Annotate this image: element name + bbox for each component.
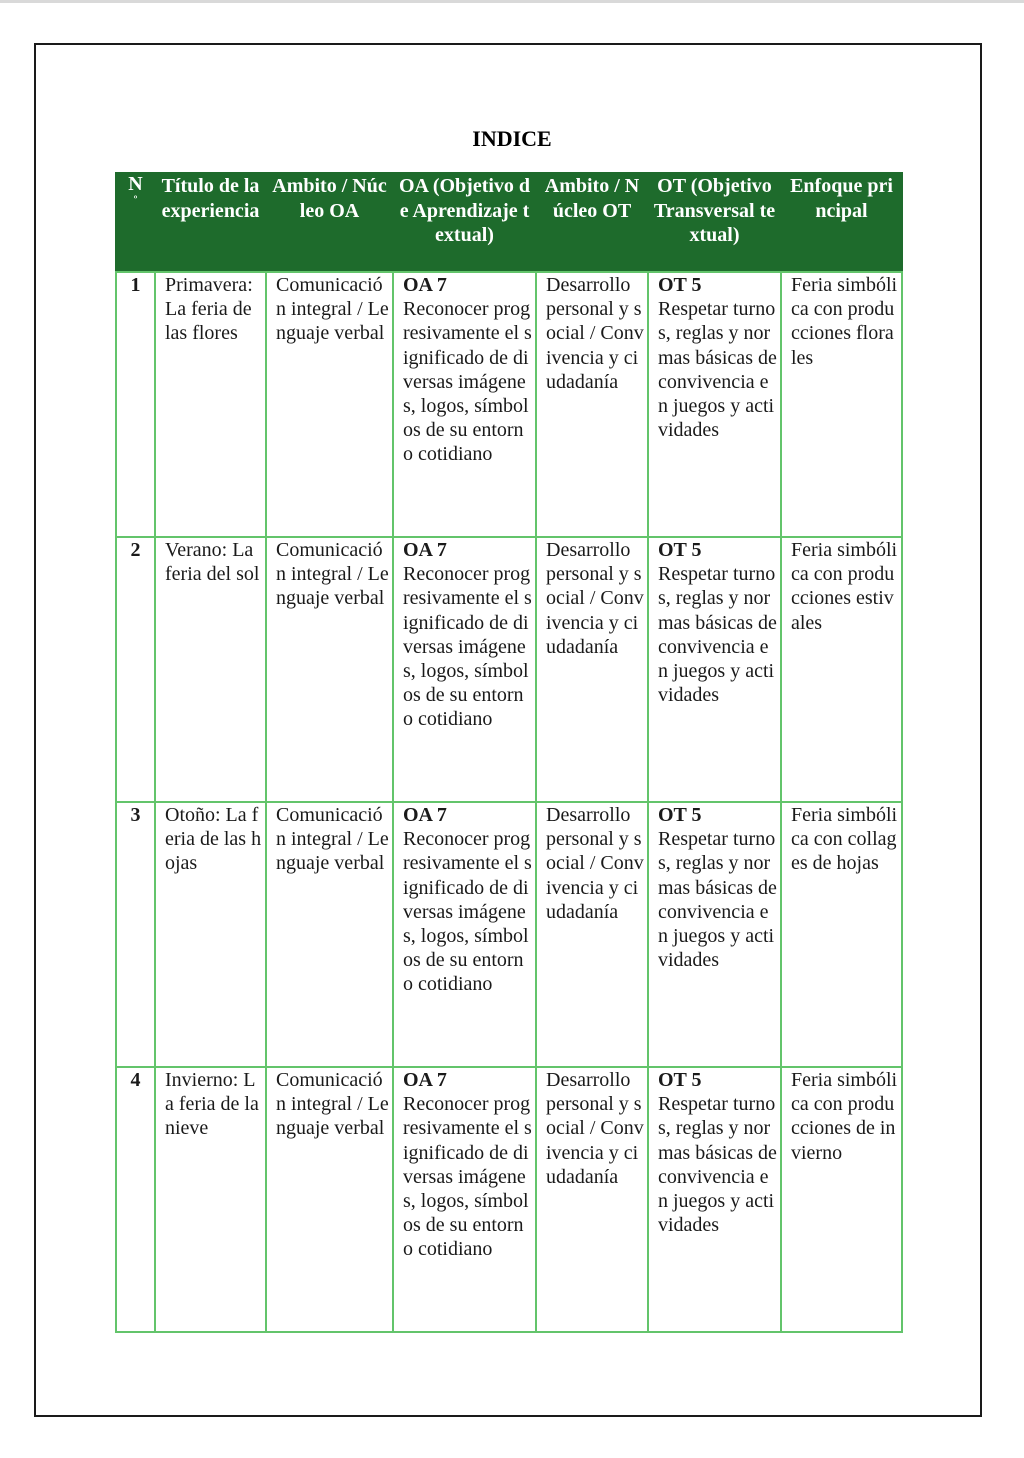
- cell-oa: [393, 537, 536, 802]
- cell-enfoque: Feria simbólica con producciones florales: [781, 272, 902, 537]
- oa-code: OA 7: [403, 1069, 447, 1091]
- table-row: [116, 1067, 902, 1332]
- cell-oa: [393, 802, 536, 1067]
- cell-titulo: Invierno: La feria de la nieve: [155, 1067, 266, 1332]
- cell-titulo: Primavera: La feria de las flores: [155, 272, 266, 537]
- cell-ambito-oa: Comunicación integral / Lenguaje verbal: [266, 537, 393, 802]
- oa-text: Reconocer progresivamente el significado de diversas imágenes, logos, símbolos de su entorno cotidiano: [403, 1093, 532, 1261]
- cell-ambito-ot: Desarrollo personal y social / Convivencia y ciudadanía: [536, 537, 648, 802]
- ot-text: Respetar turnos, reglas y normas básicas de convivencia en juegos y actividades: [658, 828, 777, 972]
- ot-code: OT 5: [658, 804, 702, 826]
- cell-oa: [393, 272, 536, 537]
- cell-no: 3: [116, 802, 155, 1067]
- cell-no: 2: [116, 537, 155, 802]
- ot-code: OT 5: [658, 1069, 702, 1091]
- viewer-top-border: [0, 0, 1024, 3]
- header-ambito-ot: Ambito / Núcleo OT: [536, 173, 648, 272]
- oa-code: OA 7: [403, 274, 447, 296]
- table-row: [116, 272, 902, 537]
- cell-ot: [648, 1067, 781, 1332]
- cell-ambito-oa: Comunicación integral / Lenguaje verbal: [266, 272, 393, 537]
- ot-code: OT 5: [658, 539, 702, 561]
- cell-enfoque: Feria simbólica con producciones de invierno: [781, 1067, 902, 1332]
- cell-no: 4: [116, 1067, 155, 1332]
- ot-text: Respetar turnos, reglas y normas básicas de convivencia en juegos y actividades: [658, 563, 777, 707]
- cell-ambito-oa: Comunicación integral / Lenguaje verbal: [266, 802, 393, 1067]
- oa-text: Reconocer progresivamente el significado de diversas imágenes, logos, símbolos de su entorno cotidiano: [403, 828, 532, 996]
- header-oa: OA (Objetivo de Aprendizaje textual): [393, 173, 536, 272]
- cell-ot: [648, 537, 781, 802]
- cell-ambito-oa: Comunicación integral / Lenguaje verbal: [266, 1067, 393, 1332]
- oa-text: Reconocer progresivamente el significado de diversas imágenes, logos, símbolos de su entorno cotidiano: [403, 563, 532, 731]
- table-header-row: [116, 173, 902, 272]
- cell-titulo: Verano: La feria del sol: [155, 537, 266, 802]
- header-enfoque: Enfoque principal: [781, 173, 902, 272]
- table-row: [116, 802, 902, 1067]
- cell-no: 1: [116, 272, 155, 537]
- cell-titulo: Otoño: La feria de las hojas: [155, 802, 266, 1067]
- cell-oa: [393, 1067, 536, 1332]
- header-titulo: Título de la experiencia: [155, 173, 266, 272]
- header-no-label: N: [128, 173, 143, 195]
- cell-ot: [648, 802, 781, 1067]
- table-row: [116, 537, 902, 802]
- cell-ot: [648, 272, 781, 537]
- ot-text: Respetar turnos, reglas y normas básicas de convivencia en juegos y actividades: [658, 298, 777, 442]
- header-ot: OT (Objetivo Transversal textual): [648, 173, 781, 272]
- index-table: [115, 172, 903, 1333]
- oa-code: OA 7: [403, 539, 447, 561]
- cell-enfoque: Feria simbólica con producciones estivales: [781, 537, 902, 802]
- cell-ambito-ot: Desarrollo personal y social / Convivencia y ciudadanía: [536, 802, 648, 1067]
- header-ambito-oa: Ambito / Núcleo OA: [266, 173, 393, 272]
- oa-text: Reconocer progresivamente el significado de diversas imágenes, logos, símbolos de su entorno cotidiano: [403, 298, 532, 466]
- document-title: INDICE: [472, 126, 552, 151]
- ot-code: OT 5: [658, 274, 702, 296]
- ot-text: Respetar turnos, reglas y normas básicas de convivencia en juegos y actividades: [658, 1093, 777, 1237]
- cell-ambito-ot: Desarrollo personal y social / Convivencia y ciudadanía: [536, 272, 648, 537]
- header-no: [116, 173, 155, 272]
- cell-enfoque: Feria simbólica con collages de hojas: [781, 802, 902, 1067]
- cell-ambito-ot: Desarrollo personal y social / Convivencia y ciudadanía: [536, 1067, 648, 1332]
- oa-code: OA 7: [403, 804, 447, 826]
- header-no-superscript: º: [133, 194, 138, 205]
